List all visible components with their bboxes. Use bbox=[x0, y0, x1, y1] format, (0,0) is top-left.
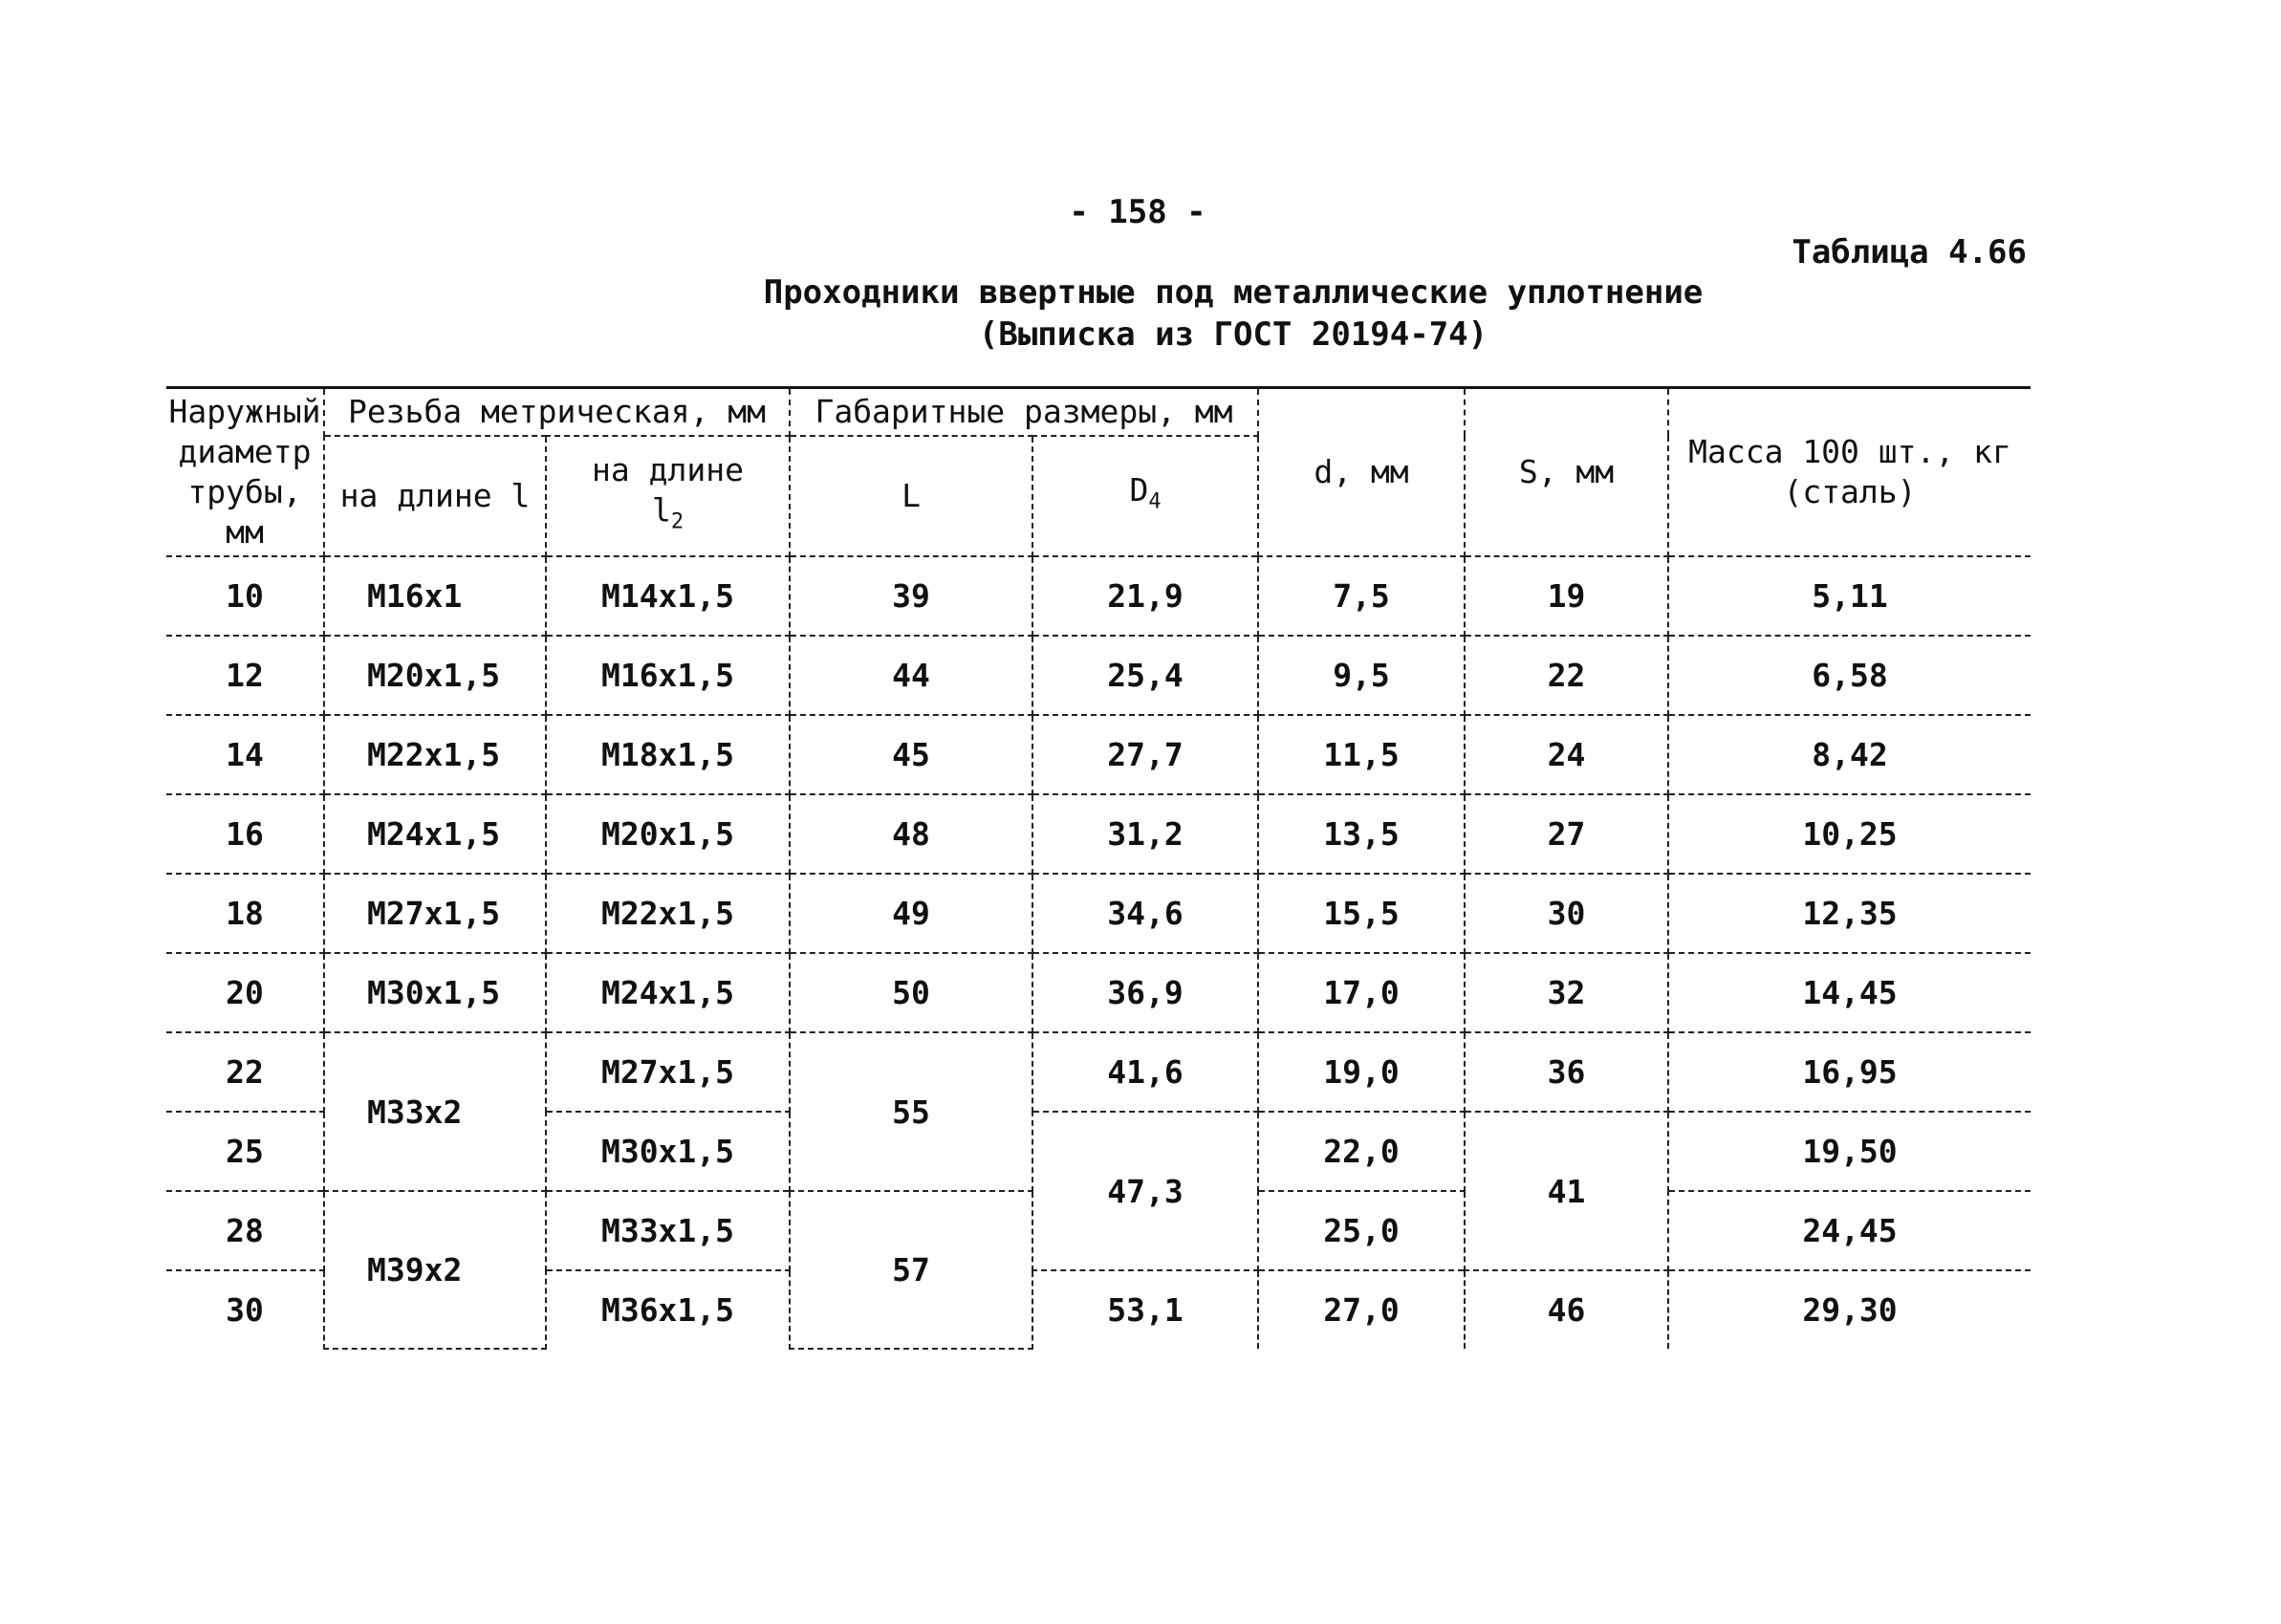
cell-d4: 47,3 bbox=[1032, 1112, 1258, 1270]
header-length-l: L bbox=[790, 436, 1032, 556]
cell-diameter: 28 bbox=[166, 1191, 324, 1270]
header-thread-l2-text: на длине bbox=[592, 450, 744, 488]
cell-d4: 27,7 bbox=[1032, 715, 1258, 794]
cell-length: 49 bbox=[790, 874, 1032, 953]
cell-d: 22,0 bbox=[1258, 1112, 1465, 1191]
cell-thread-l: M27x1,5 bbox=[324, 874, 546, 953]
cell-mass: 29,30 bbox=[1668, 1270, 2031, 1349]
table-row bbox=[166, 556, 2031, 636]
page-number: - 158 - bbox=[1069, 193, 1206, 231]
header-thread: Резьба метрическая, мм bbox=[324, 388, 790, 437]
header-thread-l2-symbol: l bbox=[651, 490, 671, 529]
cell-diameter: 18 bbox=[166, 874, 324, 953]
cell-s: 32 bbox=[1465, 953, 1668, 1032]
cell-diameter: 16 bbox=[166, 794, 324, 874]
header-s: S, мм bbox=[1465, 388, 1668, 557]
cell-diameter: 14 bbox=[166, 715, 324, 794]
cell-thread-l: M30x1,5 bbox=[324, 953, 546, 1032]
cell-length: 50 bbox=[790, 953, 1032, 1032]
header-thread-l: на длине l bbox=[324, 436, 546, 556]
cell-mass: 5,11 bbox=[1668, 556, 2031, 636]
spec-table bbox=[166, 386, 2031, 1350]
cell-thread-l: M22x1,5 bbox=[324, 715, 546, 794]
cell-diameter: 10 bbox=[166, 556, 324, 636]
title-line-2: (Выписка из ГОСТ 20194-74) bbox=[978, 315, 1488, 354]
cell-thread-l2: M24x1,5 bbox=[546, 953, 790, 1032]
cell-s: 22 bbox=[1465, 636, 1668, 715]
header-d4 bbox=[1032, 436, 1258, 556]
header-d: d, мм bbox=[1258, 388, 1465, 557]
cell-s: 30 bbox=[1465, 874, 1668, 953]
cell-thread-l2: M33x1,5 bbox=[546, 1191, 790, 1270]
cell-d4: 53,1 bbox=[1032, 1270, 1258, 1349]
header-thread-l2-sub: 2 bbox=[670, 509, 684, 534]
cell-diameter: 30 bbox=[166, 1270, 324, 1349]
table-row bbox=[166, 715, 2031, 794]
table-number: Таблица 4.66 bbox=[1792, 233, 2027, 271]
title-line-1: Проходники ввертные под металлические уплотнение bbox=[763, 273, 1704, 312]
header-thread-l2 bbox=[546, 436, 790, 556]
cell-d: 27,0 bbox=[1258, 1270, 1465, 1349]
cell-thread-l2: M27x1,5 bbox=[546, 1032, 790, 1112]
cell-thread-l2: M18x1,5 bbox=[546, 715, 790, 794]
cell-d4: 25,4 bbox=[1032, 636, 1258, 715]
header-d4-symbol: D bbox=[1129, 470, 1149, 509]
cell-diameter: 12 bbox=[166, 636, 324, 715]
cell-mass: 19,50 bbox=[1668, 1112, 2031, 1191]
cell-s: 24 bbox=[1465, 715, 1668, 794]
table-row bbox=[166, 794, 2031, 874]
cell-length: 45 bbox=[790, 715, 1032, 794]
table-title bbox=[535, 271, 1931, 356]
cell-length: 55 bbox=[790, 1032, 1032, 1191]
cell-length: 48 bbox=[790, 794, 1032, 874]
cell-length: 39 bbox=[790, 556, 1032, 636]
cell-mass: 8,42 bbox=[1668, 715, 2031, 794]
cell-s: 41 bbox=[1465, 1112, 1668, 1270]
cell-d: 17,0 bbox=[1258, 953, 1465, 1032]
cell-thread-l2: M22x1,5 bbox=[546, 874, 790, 953]
cell-d4: 21,9 bbox=[1032, 556, 1258, 636]
cell-mass: 10,25 bbox=[1668, 794, 2031, 874]
cell-thread-l: M33x2 bbox=[324, 1032, 546, 1191]
cell-thread-l2: M16x1,5 bbox=[546, 636, 790, 715]
table-row bbox=[166, 1032, 2031, 1112]
cell-d: 25,0 bbox=[1258, 1191, 1465, 1270]
cell-thread-l: M20x1,5 bbox=[324, 636, 546, 715]
cell-d: 13,5 bbox=[1258, 794, 1465, 874]
cell-mass: 24,45 bbox=[1668, 1191, 2031, 1270]
cell-d: 11,5 bbox=[1258, 715, 1465, 794]
cell-mass: 14,45 bbox=[1668, 953, 2031, 1032]
cell-thread-l: M24x1,5 bbox=[324, 794, 546, 874]
cell-length: 57 bbox=[790, 1191, 1032, 1349]
cell-s: 36 bbox=[1465, 1032, 1668, 1112]
cell-thread-l: M16x1 bbox=[324, 556, 546, 636]
cell-d4: 36,9 bbox=[1032, 953, 1258, 1032]
cell-d: 7,5 bbox=[1258, 556, 1465, 636]
cell-d4: 31,2 bbox=[1032, 794, 1258, 874]
table-row bbox=[166, 953, 2031, 1032]
header-outer-diameter: Наружный диаметр трубы, мм bbox=[166, 388, 324, 557]
cell-diameter: 25 bbox=[166, 1112, 324, 1191]
header-d4-sub: 4 bbox=[1148, 489, 1162, 514]
cell-diameter: 20 bbox=[166, 953, 324, 1032]
header-dimensions: Габаритные размеры, мм bbox=[790, 388, 1258, 437]
cell-s: 19 bbox=[1465, 556, 1668, 636]
cell-d4: 34,6 bbox=[1032, 874, 1258, 953]
cell-thread-l2: M20x1,5 bbox=[546, 794, 790, 874]
cell-thread-l2: M36x1,5 bbox=[546, 1270, 790, 1349]
cell-length: 44 bbox=[790, 636, 1032, 715]
cell-mass: 12,35 bbox=[1668, 874, 2031, 953]
cell-thread-l: M39x2 bbox=[324, 1191, 546, 1349]
cell-mass: 16,95 bbox=[1668, 1032, 2031, 1112]
table-row bbox=[166, 874, 2031, 953]
cell-thread-l2: M14x1,5 bbox=[546, 556, 790, 636]
cell-diameter: 22 bbox=[166, 1032, 324, 1112]
cell-s: 27 bbox=[1465, 794, 1668, 874]
cell-d: 19,0 bbox=[1258, 1032, 1465, 1112]
cell-d4: 41,6 bbox=[1032, 1032, 1258, 1112]
cell-thread-l2: M30x1,5 bbox=[546, 1112, 790, 1191]
header-row-1 bbox=[166, 388, 2031, 437]
cell-mass: 6,58 bbox=[1668, 636, 2031, 715]
header-mass: Масса 100 шт., кг (сталь) bbox=[1668, 388, 2031, 557]
cell-s: 46 bbox=[1465, 1270, 1668, 1349]
table-row bbox=[166, 636, 2031, 715]
cell-d: 9,5 bbox=[1258, 636, 1465, 715]
cell-d: 15,5 bbox=[1258, 874, 1465, 953]
